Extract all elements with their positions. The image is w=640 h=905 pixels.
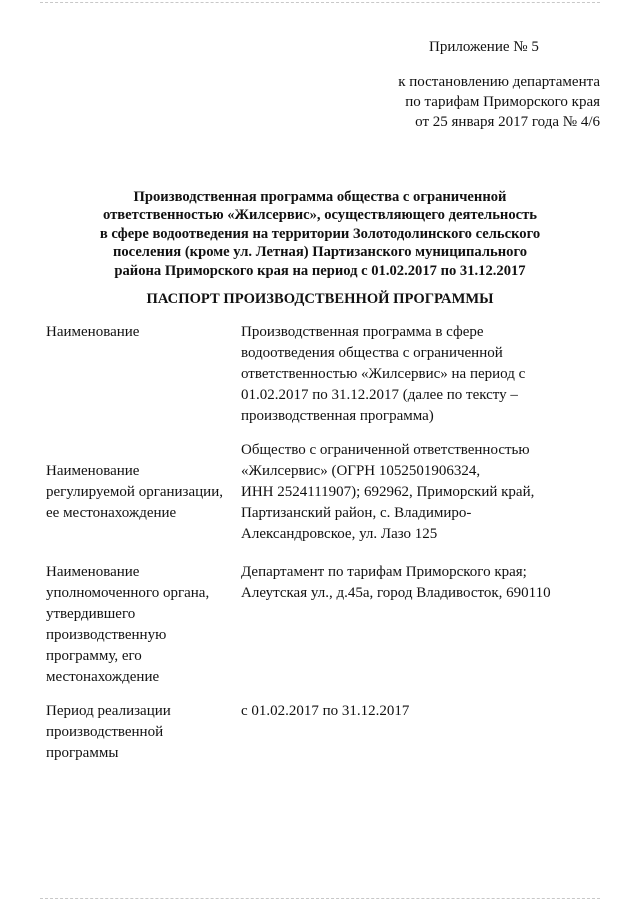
label-line: программу, его	[46, 648, 142, 664]
title-line: района Приморского края на период с 01.02.2017 по 31.12.2017	[114, 262, 526, 279]
label-line: Период реализации	[46, 703, 171, 719]
label-line: уполномоченного органа,	[46, 585, 210, 601]
scan-edge-bottom	[40, 898, 600, 899]
row-organization-label	[46, 461, 236, 524]
title-line: поселения (кроме ул. Летная) Партизанского муниципального	[112, 244, 528, 261]
decree-reference-line: по тарифам Приморского края	[405, 94, 600, 110]
row-period-label	[46, 701, 236, 764]
scan-edge-top	[40, 2, 600, 3]
label-line: регулируемой организации,	[46, 484, 223, 500]
label-line: Наименование	[46, 324, 140, 340]
decree-reference	[360, 72, 600, 132]
label-line: Наименование	[46, 564, 140, 580]
value-line: водоотведения общества с ограниченной	[241, 345, 503, 361]
title-line: Производственная программа общества с ограниченной	[133, 189, 507, 205]
row-name-value	[241, 322, 591, 427]
label-line: производственную	[46, 627, 167, 643]
label-line: утвердившего	[46, 606, 136, 622]
value-line: ИНН 2524111907); 692962, Приморский край,	[241, 484, 535, 500]
value-line: ответственностью «Жилсервис» на период с	[241, 366, 526, 382]
row-authority-value	[241, 562, 591, 604]
value-line: Партизанский район, с. Владимиро-	[241, 505, 472, 521]
row-period-value	[241, 701, 591, 722]
label-line: Наименование	[46, 463, 140, 479]
value-line: Александровское, ул. Лазо 125	[241, 526, 438, 542]
label-line: местонахождение	[46, 669, 160, 685]
row-authority-label	[46, 562, 236, 688]
row-organization-value	[241, 440, 591, 545]
appendix-number: Приложение № 5	[429, 39, 539, 55]
value-line: Общество с ограниченной ответственностью	[241, 442, 530, 458]
value-line: Производственная программа в сфере	[241, 324, 484, 340]
decree-reference-line: к постановлению департамента	[398, 74, 600, 90]
value-line: с 01.02.2017 по 31.12.2017	[241, 703, 410, 719]
row-name-label	[46, 322, 236, 343]
value-line: Департамент по тарифам Приморского края;	[241, 564, 527, 580]
value-line: Алеутская ул., д.45а, город Владивосток, 690110	[241, 585, 551, 601]
decree-reference-line: от 25 января 2017 года № 4/6	[415, 114, 600, 130]
label-line: программы	[46, 745, 119, 761]
label-line: ее местонахождение	[46, 505, 177, 521]
value-line: 01.02.2017 по 31.12.2017 (далее по тексту –	[241, 387, 518, 403]
label-line: производственной	[46, 724, 164, 740]
document-title	[40, 188, 600, 280]
title-line: в сфере водоотведения на территории Золотодолинского сельского	[99, 225, 541, 242]
value-line: производственная программа)	[241, 408, 434, 424]
passport-heading: ПАСПОРТ ПРОИЗВОДСТВЕННОЙ ПРОГРАММЫ	[146, 291, 494, 307]
title-line: ответственностью «Жилсервис», осуществляющего деятельность	[103, 207, 537, 224]
value-line: «Жилсервис» (ОГРН 1052501906324,	[241, 463, 481, 479]
